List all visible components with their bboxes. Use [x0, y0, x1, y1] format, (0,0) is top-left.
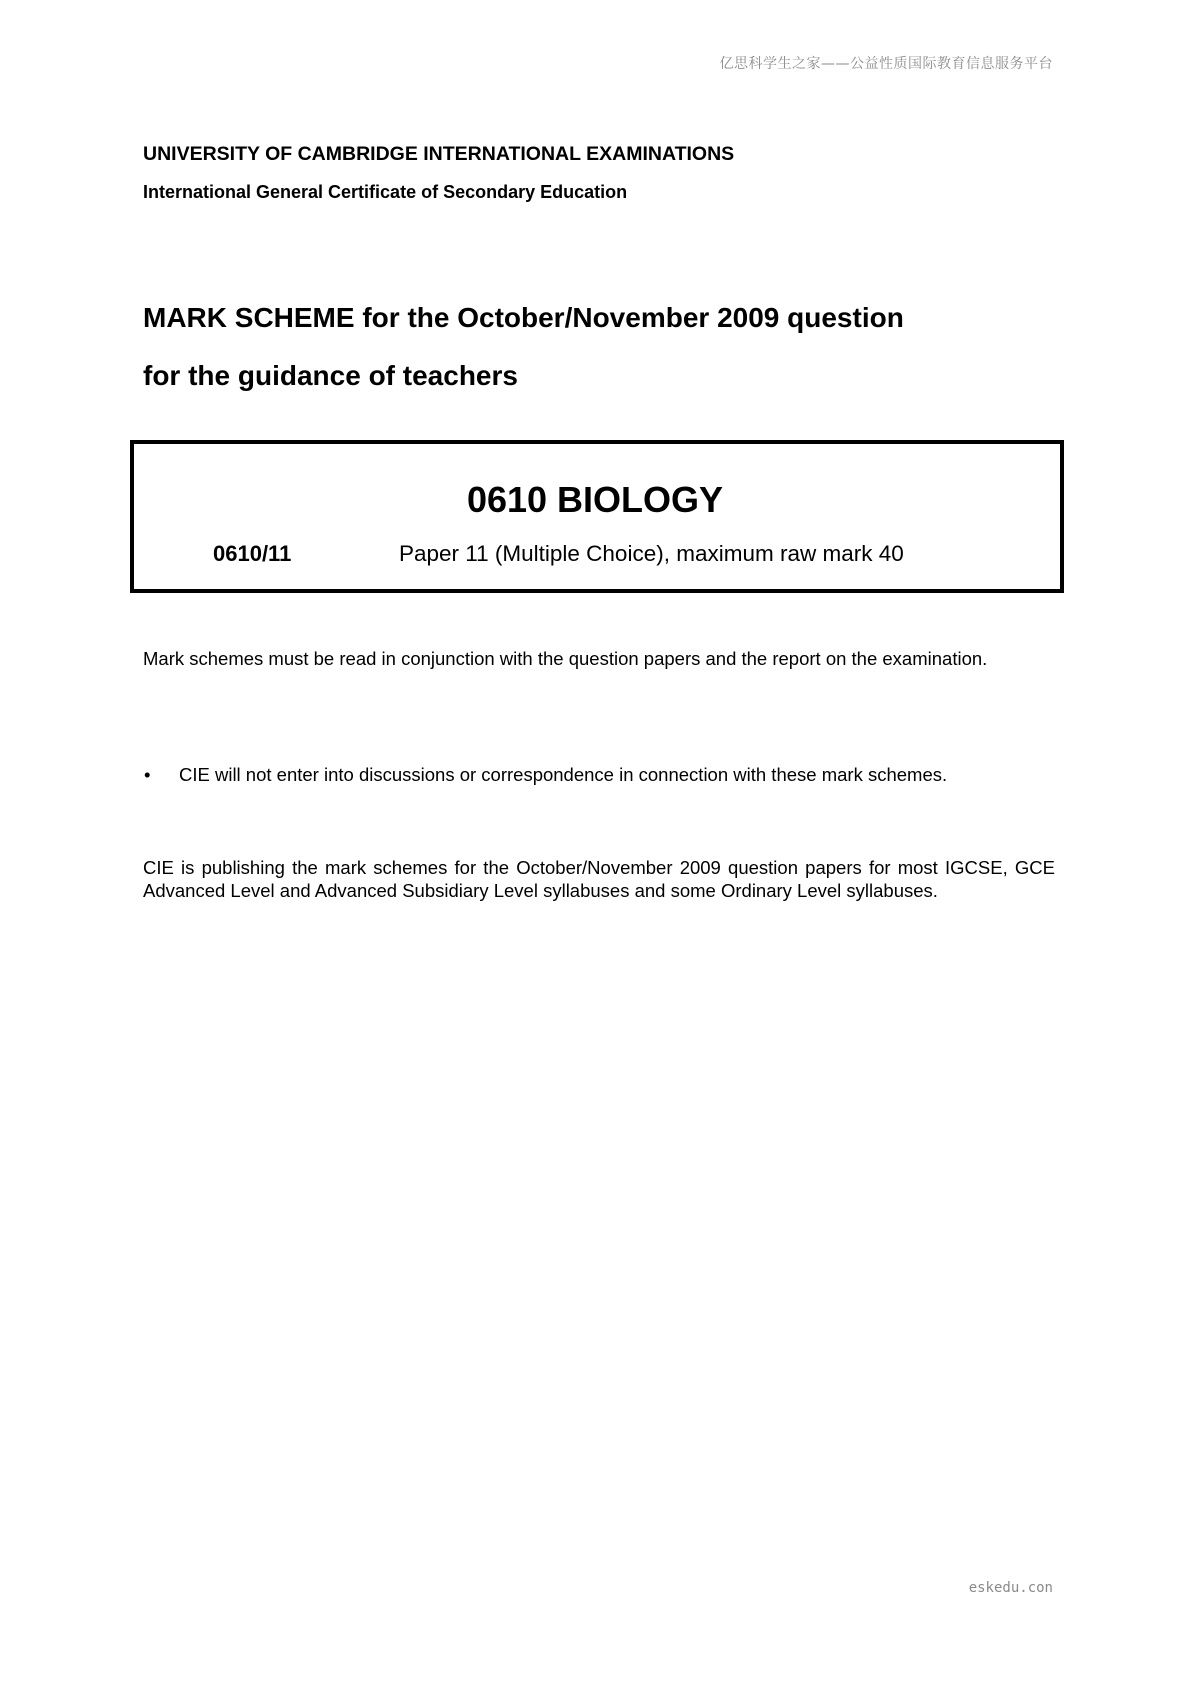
document-title-line2: for the guidance of teachers [143, 360, 518, 391]
watermark-top: 亿思科学生之家——公益性质国际教育信息服务平台 [719, 56, 1053, 72]
subject-title: 0610 BIOLOGY [466, 479, 724, 520]
paper-code: 0610/11 [213, 541, 292, 566]
organization-heading: UNIVERSITY OF CAMBRIDGE INTERNATIONAL EXAMINATIONS [143, 143, 735, 165]
publishing-paragraph: CIE is publishing the mark schemes for the October/November 2009 question papers for most IGCSE, GCE Advanced Level and Advanced Subsidiary Level syllabuses and some Ordinary Level syllabuses. [143, 857, 1055, 901]
bullet-item: CIE will not enter into discussions or correspondence in connection with these mark schemes. [179, 764, 948, 785]
document-title-line1: MARK SCHEME for the October/November 2009 question [143, 302, 904, 333]
watermark-bottom: eskedu.con [968, 1580, 1053, 1596]
certificate-subheading: International General Certificate of Secondary Education [143, 182, 628, 202]
intro-paragraph: Mark schemes must be read in conjunction with the question papers and the report on the examination. [143, 648, 988, 669]
bullet-icon: • [144, 764, 151, 785]
paper-description: Paper 11 (Multiple Choice), maximum raw mark 40 [399, 541, 904, 566]
